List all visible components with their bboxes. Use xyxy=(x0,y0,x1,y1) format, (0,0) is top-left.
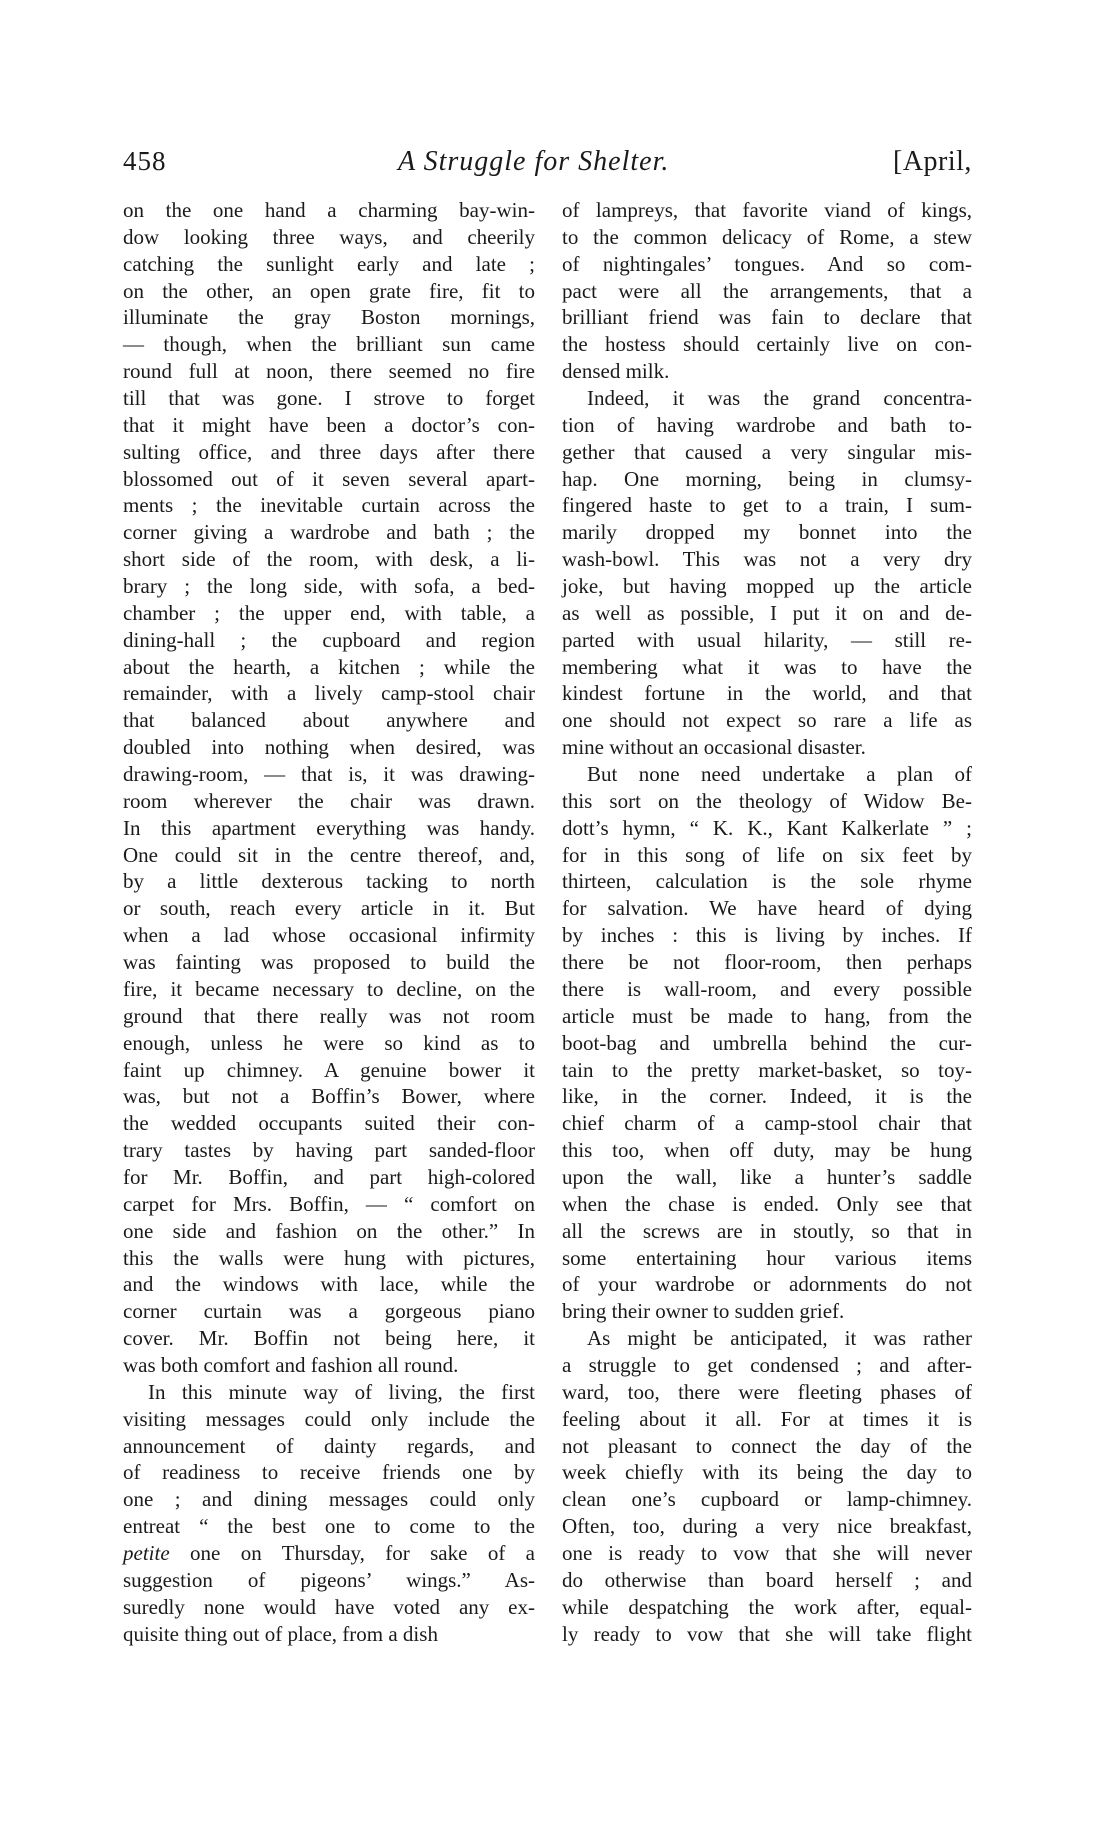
text-line: this the walls were hung with pictures, xyxy=(123,1245,535,1270)
text-line: that balanced about anywhere and xyxy=(123,708,535,733)
text-line: ments ; the inevitable curtain across the xyxy=(123,493,535,518)
text-line: chamber ; the upper end, with table, a xyxy=(123,600,535,625)
text-line: for Mr. Boffin, and part high-colored xyxy=(123,1164,535,1189)
text-line: ly ready to vow that she will take flight xyxy=(562,1621,972,1646)
text-line: by a little dexterous tacking to north xyxy=(123,869,535,894)
text-line: corner curtain was a gorgeous piano xyxy=(123,1299,535,1324)
text-line: tain to the pretty market-basket, so toy- xyxy=(562,1057,972,1082)
text-line: — though, when the brilliant sun came xyxy=(123,332,535,357)
text-line: Often, too, during a very nice breakfast, xyxy=(562,1514,972,1539)
text-line: all the screws are in stoutly, so that in xyxy=(562,1218,972,1243)
text-line: suggestion of pigeons’ wings.” As- xyxy=(123,1567,535,1592)
text-line: cover. Mr. Boffin not being here, it xyxy=(123,1326,535,1351)
text-line xyxy=(123,1540,535,1567)
text-line: boot-bag and umbrella behind the cur- xyxy=(562,1030,972,1055)
text-line: dott’s hymn, “ K. K., Kant Kalkerlate ” ; xyxy=(562,815,972,840)
text-line: room wherever the chair was drawn. xyxy=(123,788,535,813)
text-line: or south, reach every article in it. But xyxy=(123,896,535,921)
text-line: feeling about it all. For at times it is xyxy=(562,1406,972,1431)
text-line: chief charm of a camp-stool chair that xyxy=(562,1111,972,1136)
text-line: on the one hand a charming bay-win- xyxy=(123,198,535,222)
text-line: brary ; the long side, with sofa, a bed- xyxy=(123,574,535,599)
text-line: drawing-room, — that is, it was drawing- xyxy=(123,762,535,787)
text-line: a struggle to get condensed ; and after- xyxy=(562,1352,972,1377)
text-line: ward, too, there were fleeting phases of xyxy=(562,1379,972,1404)
text-line: carpet for Mrs. Boffin, — “ comfort on xyxy=(123,1191,535,1216)
text-line: catching the sunlight early and late ; xyxy=(123,251,535,276)
text-line: sulting office, and three days after there xyxy=(123,439,535,464)
text-line: In this apartment everything was handy. xyxy=(123,815,535,840)
text-line: As might be anticipated, it was rather xyxy=(587,1326,972,1351)
text-line: mine without an occasional disaster. xyxy=(562,735,866,760)
text-line: for salvation. We have heard of dying xyxy=(562,896,972,921)
text-line: dow looking three ways, and cheerily xyxy=(123,224,535,249)
text-line: there is wall-room, and every possible xyxy=(562,976,972,1001)
text-line: clean one’s cupboard or lamp-chimney. xyxy=(562,1487,972,1512)
text-line: fire, it became necessary to decline, on the xyxy=(123,976,535,1001)
text-line: one side and fashion on the other.” In xyxy=(123,1218,535,1243)
text-line: when a lad whose occasional infirmity xyxy=(123,923,535,948)
text-line: and the windows with lace, while the xyxy=(123,1272,535,1297)
italic-word: petite xyxy=(123,1540,170,1565)
text-line: by inches : this is living by inches. If xyxy=(562,923,972,948)
text-line: of your wardrobe or adornments do not xyxy=(562,1272,972,1297)
text-line: In this minute way of living, the first xyxy=(148,1379,535,1404)
text-line: not pleasant to connect the day of the xyxy=(562,1433,972,1458)
text-line: remainder, with a lively camp-stool chair xyxy=(123,681,535,706)
text-line: of readiness to receive friends one by xyxy=(123,1460,535,1485)
text-line: thirteen, calculation is the sole rhyme xyxy=(562,869,972,894)
text-line: this too, when off duty, may be hung xyxy=(562,1138,972,1163)
text-line: like, in the corner. Indeed, it is the xyxy=(562,1084,972,1109)
text-line: about the hearth, a kitchen ; while the xyxy=(123,654,535,679)
running-date: [April, xyxy=(893,146,972,177)
text-line: suredly none would have voted any ex- xyxy=(123,1594,535,1619)
text-line: when the chase is ended. Only see that xyxy=(562,1191,972,1216)
text-line: that it might have been a doctor’s con- xyxy=(123,412,535,437)
text-line: dining-hall ; the cupboard and region xyxy=(123,627,535,652)
running-title: A Struggle for Shelter. xyxy=(398,146,670,177)
text-line: membering what it was to have the xyxy=(562,654,972,679)
text-line: as well as possible, I put it on and de- xyxy=(562,600,972,625)
text-line: one should not expect so rare a life as xyxy=(562,708,972,733)
text-line: ground that there really was not room xyxy=(123,1003,535,1028)
text-line: Indeed, it was the grand concentra- xyxy=(587,386,972,411)
text-line: densed milk. xyxy=(562,359,670,384)
text-line: entreat “ the best one to come to the xyxy=(123,1514,535,1539)
text-line: parted with usual hilarity, — still re- xyxy=(562,627,972,652)
text-line: was both comfort and fashion all round. xyxy=(123,1352,459,1377)
line-text: one on Thursday, for sake of a xyxy=(190,1540,535,1565)
text-line: of lampreys, that favorite viand of kings, xyxy=(562,198,972,222)
text-line: quisite thing out of place, from a dish xyxy=(123,1621,438,1646)
text-line: there be not floor-room, then perhaps xyxy=(562,950,972,975)
page-number: 458 xyxy=(123,146,167,176)
running-head xyxy=(0,146,1120,180)
text-line: announcement of dainty regards, and xyxy=(123,1433,535,1458)
text-line: bring their owner to sudden grief. xyxy=(562,1299,845,1324)
text-line: article must be made to hang, from the xyxy=(562,1003,972,1028)
text-line: one is ready to vow that she will never xyxy=(562,1540,972,1565)
text-line: was, but not a Boffin’s Bower, where xyxy=(123,1084,535,1109)
text-line: do otherwise than board herself ; and xyxy=(562,1567,972,1592)
text-line: the hostess should certainly live on con- xyxy=(562,332,972,357)
text-line: gether that caused a very singular mis- xyxy=(562,439,972,464)
text-line: tion of having wardrobe and bath to- xyxy=(562,412,972,437)
text-line: week chiefly with its being the day to xyxy=(562,1460,972,1485)
text-line: the wedded occupants suited their con- xyxy=(123,1111,535,1136)
text-line: round full at noon, there seemed no fire xyxy=(123,359,535,384)
text-line: short side of the room, with desk, a li- xyxy=(123,547,535,572)
left-column xyxy=(123,197,535,1647)
text-line: this sort on the theology of Widow Be- xyxy=(562,788,972,813)
text-line: fingered haste to get to a train, I sum- xyxy=(562,493,972,518)
text-line: while despatching the work after, equal- xyxy=(562,1594,972,1619)
text-line: to the common delicacy of Rome, a stew xyxy=(562,224,972,249)
text-line: upon the wall, like a hunter’s saddle xyxy=(562,1164,972,1189)
text-line: kindest fortune in the world, and that xyxy=(562,681,972,706)
text-line: on the other, an open grate fire, fit to xyxy=(123,278,535,303)
text-line: some entertaining hour various items xyxy=(562,1245,972,1270)
text-line: faint up chimney. A genuine bower it xyxy=(123,1057,535,1082)
text-line: illuminate the gray Boston mornings, xyxy=(123,305,535,330)
text-line: One could sit in the centre thereof, and, xyxy=(123,842,535,867)
text-line: doubled into nothing when desired, was xyxy=(123,735,535,760)
text-line: of nightingales’ tongues. And so com- xyxy=(562,251,972,276)
text-line: corner giving a wardrobe and bath ; the xyxy=(123,520,535,545)
text-line: But none need undertake a plan of xyxy=(587,762,972,787)
text-line: till that was gone. I strove to forget xyxy=(123,386,535,411)
text-line: visiting messages could only include the xyxy=(123,1406,535,1431)
text-line: brilliant friend was fain to declare that xyxy=(562,305,972,330)
text-line: wash-bowl. This was not a very dry xyxy=(562,547,972,572)
text-line: joke, but having mopped up the article xyxy=(562,574,972,599)
text-line: marily dropped my bonnet into the xyxy=(562,520,972,545)
text-line: hap. One morning, being in clumsy- xyxy=(562,466,972,491)
text-line: blossomed out of it seven several apart- xyxy=(123,466,535,491)
text-line: for in this song of life on six feet by xyxy=(562,842,972,867)
text-line: pact were all the arrangements, that a xyxy=(562,278,972,303)
text-line: trary tastes by having part sanded-floor xyxy=(123,1138,535,1163)
text-line: was fainting was proposed to build the xyxy=(123,950,535,975)
text-line: enough, unless he were so kind as to xyxy=(123,1030,535,1055)
text-line: one ; and dining messages could only xyxy=(123,1487,535,1512)
right-column xyxy=(562,197,972,1647)
